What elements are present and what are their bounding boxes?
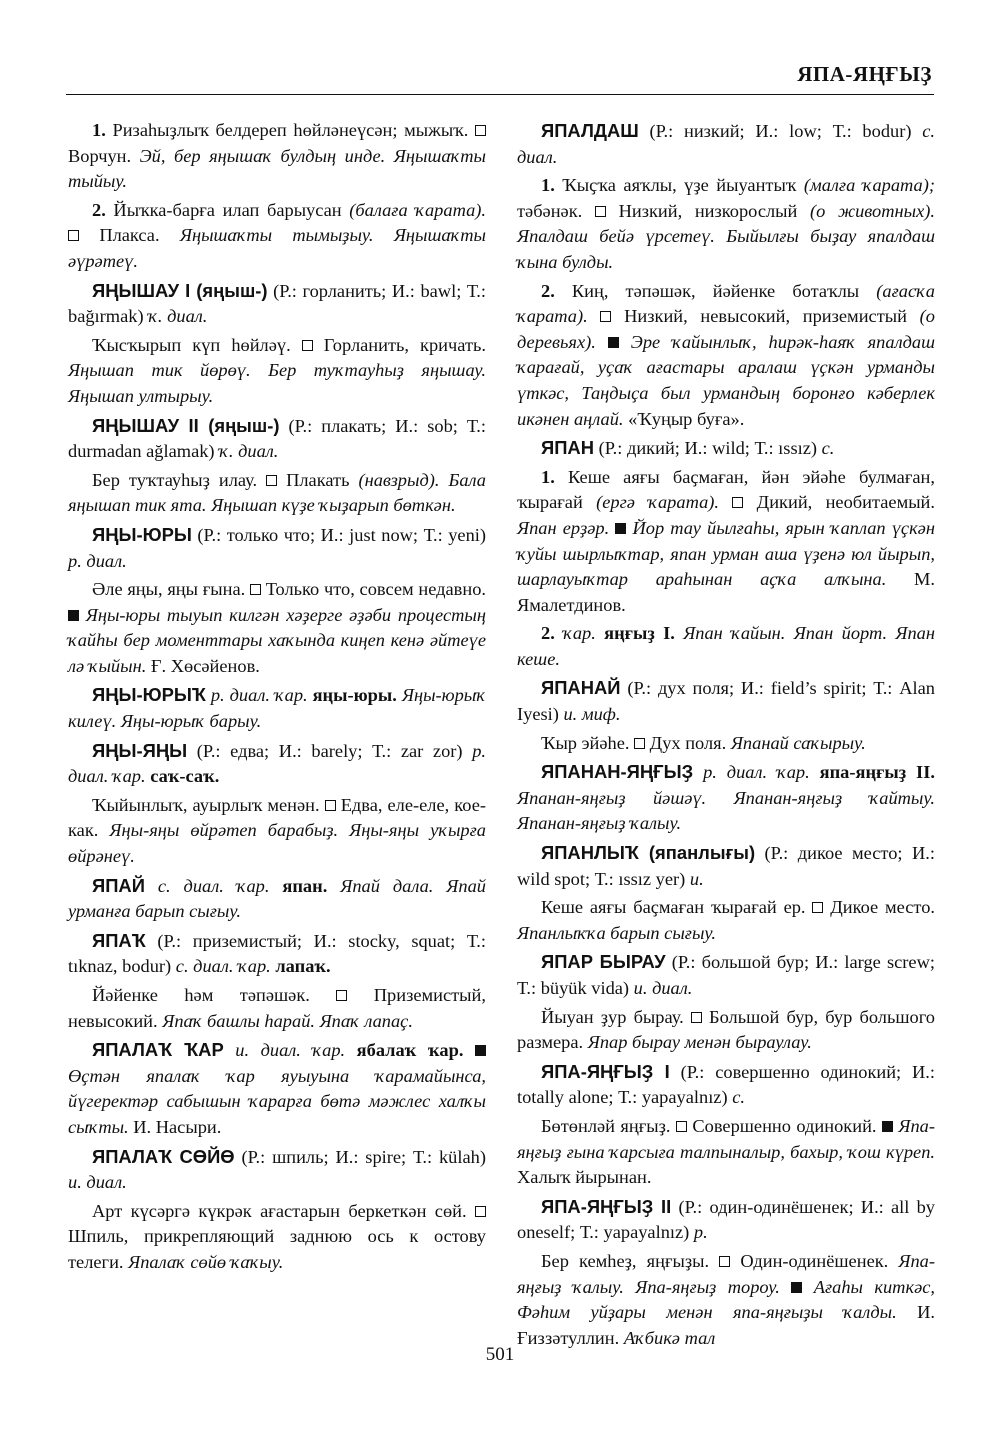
sense-paragraph bbox=[68, 793, 486, 870]
grammar-label: и. диал. bbox=[633, 978, 693, 998]
entry-head bbox=[68, 278, 486, 330]
entry-head bbox=[517, 1194, 935, 1246]
definition: Ҡыҫҡа аяҡлы, үҙе йыуантыҡ bbox=[562, 175, 797, 196]
sense-paragraph bbox=[517, 1114, 935, 1191]
author: Ғ. Хөсәйенов. bbox=[150, 655, 260, 676]
translations-meta: (Р.: дикое место; И.: wild spot; Т.: ıssız yer) bbox=[517, 843, 935, 889]
white-square-icon bbox=[475, 125, 486, 136]
sense-paragraph bbox=[68, 983, 486, 1034]
cross-reference: япан. bbox=[282, 875, 328, 896]
definition: Кеше аяғы баҫмаған ҡырағай ер. bbox=[541, 897, 806, 918]
usage-note: (ағасҡа ҡарата). bbox=[517, 280, 935, 327]
translations-meta: (Р.: совершенно одинокий; И.: totally alone; Т.: yapayalnız) bbox=[517, 1061, 935, 1108]
example: Эй, бер яңышаҡ булдың инде. Яңышаҡты тыйыу. bbox=[68, 145, 486, 192]
white-square-icon bbox=[595, 206, 606, 217]
grammar-label: с. диал. bbox=[517, 121, 935, 167]
black-square-icon bbox=[475, 1045, 486, 1056]
russian-translation: Большой бур, бур большого размера. bbox=[517, 1006, 935, 1053]
russian-translation: Дикое место. bbox=[830, 897, 935, 918]
author: И. Насыри. bbox=[133, 1116, 222, 1137]
example: Бала яңышап тик ята. Яңышап күҙе ҡыҙарып бөткән. bbox=[68, 469, 486, 516]
example: Япай дала. Япай урманға барып сығыу. bbox=[68, 875, 486, 922]
example: Япалдаш бейә үрсетеү. Быйылғы быҙау япалдаш ҡына булды. bbox=[517, 226, 935, 272]
white-square-icon bbox=[691, 1012, 702, 1023]
sense-paragraph bbox=[68, 198, 486, 275]
headword: ЯПАНЛЫҠ (япанлығы) bbox=[541, 842, 756, 864]
sense-number: 1. bbox=[92, 120, 106, 140]
cross-reference: лапаҡ. bbox=[275, 956, 331, 977]
example: Япаҡ башлы һарай. Япаҡ лапаҫ. bbox=[162, 1010, 413, 1031]
sense-number: 2. bbox=[541, 280, 555, 301]
headword: ЯПА-ЯҢҒЫҘ II bbox=[541, 1195, 672, 1217]
example: Йор тау йылғаһы, ярын ҡаплап үҫкән ҡуйы шырлыҡтар, япан урман аша үҙенә юл йырып, шарлауыҡтар араһынан аҫҡа алҡына. bbox=[517, 517, 935, 590]
grammar-label: и. bbox=[689, 868, 704, 889]
translations-meta: (Р.: приземистый; И.: stocky, squat; Т.: tıknaz, bodur) bbox=[68, 930, 486, 977]
russian-translation: Низкий, невысокий, приземистый bbox=[624, 306, 907, 327]
cross-reference: яңы-юры. bbox=[312, 685, 397, 706]
example: Өҫтән япалаҡ ҡар яуыуына ҡарамайынса, йүгеректәр сабышын ҡарарға бөтә мәжлес халҡы сыҡты. bbox=[68, 1065, 486, 1137]
russian-translation: Плакса. bbox=[99, 225, 160, 246]
usage-note: (балаға ҡарата). bbox=[349, 199, 486, 220]
grammar-label: р. bbox=[693, 1222, 708, 1243]
grammar-label: р. диал. ҡар. bbox=[210, 685, 308, 706]
russian-translation: Низкий, низкорослый bbox=[618, 200, 798, 221]
sense-paragraph bbox=[68, 577, 486, 679]
example: Яңы-юры тыуып килгән хәҙерге әҙәби процестың ҡайһы бер моменттары хаҡында киңеп кенә әйтеүе лә ҡыйын. bbox=[68, 604, 486, 676]
author: Халыҡ йырынан. bbox=[517, 1167, 652, 1188]
translations-meta: (Р.: шпиль; И.: spire; Т.: külah) bbox=[241, 1146, 486, 1167]
entry-head bbox=[517, 1059, 935, 1111]
cross-reference: яңғыҙ I. bbox=[604, 623, 675, 644]
white-square-icon bbox=[475, 1206, 486, 1217]
grammar-label: р. диал. bbox=[68, 550, 127, 571]
grammar-label: ҡ. диал. bbox=[219, 441, 279, 462]
black-square-icon bbox=[882, 1121, 893, 1132]
entry-head bbox=[68, 522, 486, 574]
grammar-label: с. диал. ҡар. bbox=[175, 956, 271, 977]
source: «Ҡуңыр буға». bbox=[628, 408, 745, 429]
sense-paragraph bbox=[68, 118, 486, 195]
grammar-label: ҡар. bbox=[563, 623, 596, 644]
example: Япанлыҡҡа барып сығыу. bbox=[517, 922, 717, 943]
grammar-label: и. диал. ҡар. bbox=[235, 1040, 346, 1061]
translations-meta: (Р.: только что; И.: just now; Т.: yeni) bbox=[197, 524, 486, 545]
translations-meta: (Р.: горланить; И.: bawl; Т.: bağırmak) bbox=[68, 280, 486, 327]
russian-translation: Едва, еле-еле, кое-как. bbox=[68, 794, 486, 841]
definition: Йыҡка-барға илап барыусан bbox=[113, 199, 342, 220]
black-square-icon bbox=[68, 610, 79, 621]
example: Эре ҡайынлыҡ, һирәк-һаяҡ япалдаш ҡарағай, уҫаҡ ағастары аралаш үҫкән урманды үткәс, Таңдыҫа был урмандың боронғо кәберлек икәнен аңлай. bbox=[517, 331, 935, 429]
entry-head bbox=[517, 118, 935, 170]
entry-head bbox=[517, 949, 935, 1001]
headword: ЯПАЛАҠ СӨЙӨ bbox=[92, 1145, 235, 1167]
cross-reference: япа-яңғыҙ II. bbox=[819, 762, 935, 783]
definition: Арт күсәргә күкрәк ағастарын беркеткән сөй. bbox=[92, 1200, 467, 1221]
russian-translation: Плакать bbox=[286, 469, 350, 490]
translations-meta: (Р.: дух поля; И.: field’s spirit; Т.: Alan Iyesi) bbox=[517, 678, 935, 725]
white-square-icon bbox=[634, 738, 645, 749]
definition: Йыуан ҙур бырау. bbox=[541, 1006, 684, 1027]
white-square-icon bbox=[266, 475, 277, 486]
sense-number: 2. bbox=[92, 199, 106, 220]
definition: Бер кемһеҙ, яңғыҙы. bbox=[541, 1250, 710, 1271]
example: Япа-яңғыҙ ғына ҡарсыға талпыналыр, бахыр, ҡош күреп. bbox=[517, 1115, 935, 1162]
definition-cont: тәбәнәк. bbox=[517, 200, 583, 221]
entry-head bbox=[68, 1037, 486, 1140]
sense-paragraph bbox=[517, 173, 935, 275]
example: Яңышап тик йөрөү. Бер туҡтауһыҙ яңышау. Яңышап ултырыу. bbox=[68, 360, 486, 406]
sense-number: 1. bbox=[541, 175, 555, 196]
russian-translation: Дикий, необитаемый. bbox=[756, 492, 935, 513]
translations-meta: (Р.: низкий; И.: low; Т.: bodur) bbox=[649, 121, 912, 141]
headword: ЯҢЫ-ЮРЫҠ bbox=[92, 684, 206, 706]
sense-paragraph bbox=[517, 279, 935, 433]
entry-head bbox=[68, 738, 486, 790]
white-square-icon bbox=[600, 311, 611, 322]
grammar-label: р. диал. ҡар. bbox=[68, 740, 486, 787]
grammar-label: с. bbox=[732, 1087, 745, 1108]
headword: ЯПАҠ bbox=[92, 929, 146, 951]
grammar-label: р. диал. ҡар. bbox=[703, 762, 810, 783]
black-square-icon bbox=[791, 1282, 802, 1293]
russian-translation: Дух поля. bbox=[649, 732, 727, 753]
sense-paragraph bbox=[68, 333, 486, 410]
headword: ЯПА-ЯҢҒЫҘ I bbox=[541, 1060, 670, 1082]
definition: Әле яңы, яңы ғына. bbox=[92, 579, 246, 600]
right-column bbox=[517, 118, 935, 1354]
entry-head bbox=[68, 1144, 486, 1196]
white-square-icon bbox=[812, 902, 823, 913]
header-title: ЯПА-ЯҢҒЫҘ bbox=[797, 62, 932, 86]
cross-reference: саҡ-саҡ. bbox=[150, 766, 220, 787]
definition: Бөтөнләй яңғыҙ. bbox=[541, 1115, 671, 1136]
headword: ЯҢЫ-ЯҢЫ bbox=[92, 739, 188, 761]
russian-translation: Приземистый, невысокий. bbox=[68, 985, 486, 1031]
white-square-icon bbox=[302, 340, 313, 351]
definition: Киң, тәпәшәк, йәйенке ботаҡлы bbox=[571, 280, 860, 301]
headword: ЯҢЫ-ЮРЫ bbox=[92, 523, 192, 545]
black-square-icon bbox=[608, 337, 619, 348]
entry-head bbox=[517, 840, 935, 892]
cross-reference: ябалаҡ ҡар. bbox=[356, 1040, 464, 1061]
entry-head bbox=[68, 873, 486, 925]
russian-translation: Один-одинёшенек. bbox=[740, 1250, 889, 1271]
left-column bbox=[68, 118, 486, 1279]
entry-head bbox=[517, 759, 935, 837]
definition: Ҡысҡырып күп һөйләү. bbox=[92, 334, 291, 355]
entry-head bbox=[68, 928, 486, 980]
grammar-label: ҡ. диал. bbox=[148, 306, 208, 327]
headword: ЯҢЫШАУ I (яңыш-) bbox=[92, 279, 268, 301]
headword: ЯПАН bbox=[541, 437, 594, 459]
headword: ЯПАЛДАШ bbox=[541, 120, 639, 141]
definition: Ҡыйынлыҡ, ауырлыҡ менән. bbox=[92, 794, 320, 815]
example: Яңышаҡты тымыҙыу. Яңышаҡты әүрәтеү. bbox=[68, 225, 486, 271]
example: Япан ҡайын. Япан йорт. Япан кеше. bbox=[517, 623, 935, 669]
grammar-label: с. bbox=[821, 438, 835, 459]
example: Япа-яңғыҙ ҡалыу. Япа-яңғыҙ тороу. bbox=[517, 1250, 935, 1297]
translations-meta: (Р.: плакать; И.: sob; Т.: durmadan ağlamak) bbox=[68, 415, 486, 462]
sense-paragraph bbox=[517, 621, 935, 672]
sense-number: 2. bbox=[541, 623, 555, 644]
example: Яңы-яңы өйрәтеп барабыҙ. Яңы-яңы уҡырға өйрәнеү. bbox=[68, 820, 486, 867]
sense-paragraph bbox=[517, 465, 935, 619]
headword: ЯПАНАЙ bbox=[541, 677, 621, 699]
russian-translation: Шпиль, прикрепляющий заднюю ось к остову телеги. bbox=[68, 1226, 486, 1272]
page-number: 501 bbox=[485, 1344, 515, 1365]
white-square-icon bbox=[676, 1121, 687, 1132]
headword: ЯҢЫШАУ II (яңыш-) bbox=[92, 414, 280, 436]
white-square-icon bbox=[250, 584, 261, 595]
header-rule bbox=[66, 94, 934, 95]
translations-meta: (Р.: едва; И.: barely; Т.: zar zor) bbox=[196, 740, 463, 761]
definition: Кеше аяғы баҫмаған, йән эйәһе булмаған, ҡырағай bbox=[517, 466, 935, 513]
usage-note: (ергә ҡарата). bbox=[596, 492, 719, 513]
translations-meta: (Р.: большой бур; И.: large screw; Т.: büyük vida) bbox=[517, 952, 935, 998]
white-square-icon bbox=[732, 497, 743, 508]
sense-number: 1. bbox=[541, 466, 555, 487]
black-square-icon bbox=[615, 523, 626, 534]
grammar-label: с. диал. ҡар. bbox=[157, 875, 270, 896]
white-square-icon bbox=[325, 800, 336, 811]
author: И. Ғиззәтуллин. bbox=[517, 1302, 935, 1348]
headword: ЯПАНАН-ЯҢҒЫҘ bbox=[541, 761, 694, 783]
definition: Ризаһыҙлыҡ белдереп һөйләнеүсән; мыжыҡ. bbox=[112, 120, 469, 140]
example: Ағаһы киткәс, Фәһим уйҙары менән япа-яңғыҙы ҡалды. bbox=[517, 1276, 935, 1323]
example: Япанай саҡырыу. bbox=[730, 732, 866, 753]
sense-paragraph bbox=[517, 1249, 935, 1351]
example: Аҡбикә тал bbox=[623, 1327, 716, 1348]
definition: Ҡыр эйәһе. bbox=[541, 732, 630, 753]
example: Япар бырау менән быраулау. bbox=[587, 1032, 812, 1053]
headword: ЯПАЙ bbox=[92, 874, 145, 896]
russian-note: (о деревьях). bbox=[517, 306, 935, 352]
translations-meta: (Р.: дикий; И.: wild; Т.: ıssız) bbox=[598, 438, 817, 459]
example: Яңы-юрыҡ килеү. Яңы-юрыҡ барыу. bbox=[68, 685, 486, 732]
entry-head bbox=[517, 675, 935, 727]
usage-note: (навзрыд). bbox=[358, 469, 440, 490]
russian-note: (о животных). bbox=[810, 200, 935, 221]
example: Япалаҡ сөйө ҡаҡыу. bbox=[128, 1251, 284, 1272]
headword: ЯПАР БЫРАУ bbox=[541, 951, 666, 973]
sense-paragraph bbox=[68, 1199, 486, 1276]
russian-translation: Совершенно одинокий. bbox=[692, 1115, 877, 1136]
russian-translation: Только что, совсем недавно. bbox=[265, 579, 486, 600]
sense-paragraph bbox=[517, 1005, 935, 1056]
headword: ЯПАЛАҠ ҠАР bbox=[92, 1039, 224, 1061]
entry-head bbox=[517, 435, 935, 462]
grammar-label: и. диал. bbox=[68, 1172, 127, 1193]
white-square-icon bbox=[68, 230, 79, 241]
example: Япанан-яңғыҙ йәшәү. Япанан-яңғыҙ ҡайтыу. Япанан-яңғыҙ ҡалыу. bbox=[517, 787, 935, 834]
russian-translation: Ворчун. bbox=[68, 145, 132, 166]
sense-paragraph bbox=[68, 468, 486, 519]
sense-paragraph bbox=[517, 895, 935, 946]
author: М. Ямалетдинов. bbox=[517, 569, 935, 615]
definition: Йәйенке һәм тәпәшәк. bbox=[92, 985, 310, 1005]
definition: Бер туҡтауһыҙ илау. bbox=[92, 469, 258, 490]
example: Япан ерҙәр. bbox=[517, 517, 610, 538]
russian-translation: Горланить, кричать. bbox=[323, 334, 486, 355]
white-square-icon bbox=[336, 990, 347, 1001]
usage-note: (малға ҡарата); bbox=[803, 175, 935, 196]
grammar-label: и. миф. bbox=[563, 704, 621, 725]
entry-head bbox=[68, 682, 486, 734]
sense-paragraph bbox=[517, 731, 935, 757]
entry-head bbox=[68, 413, 486, 465]
translations-meta: (Р.: один-одинёшенек; И.: all by oneself; Т.: yapayalnız) bbox=[517, 1196, 936, 1243]
white-square-icon bbox=[719, 1256, 730, 1267]
